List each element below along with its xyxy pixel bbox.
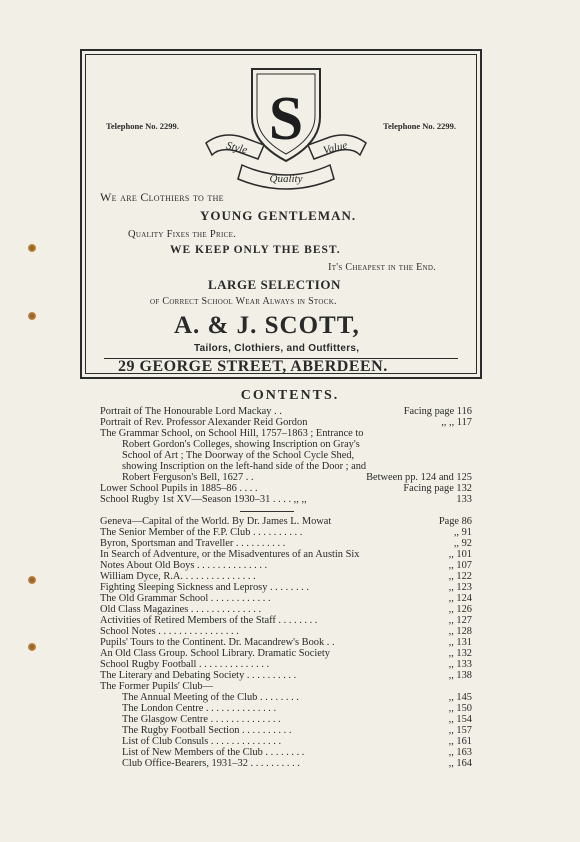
advertisement-box	[80, 49, 482, 379]
contents-entry	[100, 758, 472, 769]
ribbon-value: Value	[321, 139, 349, 157]
contents-entry-page: Between pp. 124 and 125	[366, 472, 472, 483]
contents-entry-page: Facing page 116	[403, 406, 472, 417]
contents-entry	[100, 681, 472, 692]
ad-quality-line: Quality Fixes the Price.	[128, 229, 237, 240]
binding-hole	[28, 643, 36, 651]
contents-entry-page: ,, 154	[448, 714, 472, 725]
contents-entry-page: ,, 145	[448, 692, 472, 703]
contents-entry	[100, 450, 472, 461]
contents-entry-page: ,, 161	[448, 736, 472, 747]
contents-entry-page: 133	[456, 494, 472, 505]
contents-entry	[100, 648, 472, 659]
contents-entry	[100, 571, 472, 582]
contents-entry	[100, 439, 472, 450]
contents-entry	[100, 582, 472, 593]
contents-entry-title: The Grammar School, on School Hill, 1757–1863 ; Entrance to	[100, 428, 364, 439]
contents-title: CONTENTS.	[240, 388, 340, 403]
contents-entry-title: Robert Ferguson's Bell, 1627 . .	[122, 472, 254, 483]
ad-large-selection: LARGE SELECTION	[208, 277, 341, 292]
contents-entry-title: Notes About Old Boys . . . . . . . . . . . . . .	[100, 560, 268, 571]
contents-entry-title: The Glasgow Centre . . . . . . . . . . . . . .	[122, 714, 281, 725]
contents-entry	[100, 604, 472, 615]
style-value-quality-logo	[202, 65, 370, 190]
contents-entry-title: The Literary and Debating Society . . . . . . . . . .	[100, 670, 297, 681]
contents-entry-title: Robert Gordon's Colleges, showing Inscription on Gray's	[122, 439, 360, 450]
contents-entry-title: Club Office-Bearers, 1931–32 . . . . . . . . . .	[122, 758, 300, 769]
contents-entry	[100, 461, 472, 472]
contents-entry	[100, 494, 472, 505]
contents-entry-page: ,, 92	[453, 538, 472, 549]
contents-entry-title: The Old Grammar School . . . . . . . . . . . .	[100, 593, 271, 604]
contents-entry-page: ,, ,, 117	[441, 417, 472, 428]
contents-entry-page: ,, 132	[448, 648, 472, 659]
ad-school-wear-line: of Correct School Wear Always in Stock.	[150, 296, 337, 307]
contents-entry-page: Page 86	[438, 516, 472, 527]
contents-entry-page: ,, 163	[448, 747, 472, 758]
ribbon-style: Style	[224, 139, 249, 157]
contents-entry-title: The Former Pupils' Club—	[100, 681, 213, 692]
contents-entry-title: The Rugby Football Section . . . . . . . . . .	[122, 725, 292, 736]
contents-entry-title: Portrait of The Honourable Lord Mackay . .	[100, 406, 282, 417]
contents-entry	[100, 659, 472, 670]
contents-entry-title: Lower School Pupils in 1885–86 . . . .	[100, 483, 258, 494]
contents-entry-title: List of New Members of the Club . . . . . . . .	[122, 747, 305, 758]
binding-hole	[28, 244, 36, 252]
contents-plates-list	[100, 406, 472, 505]
contents-entry-title: School Notes . . . . . . . . . . . . . . . .	[100, 626, 239, 637]
ad-young-gentleman: YOUNG GENTLEMAN.	[200, 208, 357, 223]
contents-entry-title: Old Class Magazines . . . . . . . . . . . . . .	[100, 604, 262, 615]
contents-entry	[100, 483, 472, 494]
contents-entry-page: ,, 126	[448, 604, 472, 615]
ad-cheapest-line: It's Cheapest in the End.	[328, 262, 436, 273]
logo-letter: S	[268, 85, 304, 153]
contents-entry-title: School of Art ; The Doorway of the School Cycle Shed,	[122, 450, 355, 461]
contents-entry-page: ,, 133	[448, 659, 472, 670]
contents-divider	[240, 511, 294, 512]
contents-entry-title: Pupils' Tours to the Continent. Dr. Macandrew's Book . .	[100, 637, 335, 648]
contents-entry-page: ,, 164	[448, 758, 472, 769]
contents-entry	[100, 516, 472, 527]
contents-entry	[100, 549, 472, 560]
contents-entry-title: List of Club Consuls . . . . . . . . . . . . . .	[122, 736, 282, 747]
contents-entry-page: ,, 128	[448, 626, 472, 637]
contents-entry	[100, 527, 472, 538]
contents-entry-page: ,, 157	[448, 725, 472, 736]
contents-entry-title: School Rugby Football . . . . . . . . . . . . . .	[100, 659, 270, 670]
contents-entry	[100, 736, 472, 747]
contents-entry-title: In Search of Adventure, or the Misadventures of an Austin Six	[100, 549, 360, 560]
telephone-right: Telephone No. 2299.	[383, 121, 456, 131]
contents-entry-page: ,, 107	[448, 560, 472, 571]
telephone-left: Telephone No. 2299.	[106, 121, 179, 131]
contents-entry	[100, 406, 472, 417]
contents-entry-title: The London Centre . . . . . . . . . . . . . .	[122, 703, 277, 714]
binding-hole	[28, 312, 36, 320]
contents-entry-title: showing Inscription on the left-hand side of the Door ; and	[122, 461, 367, 472]
ribbon-quality: Quality	[269, 173, 303, 185]
contents-entry	[100, 417, 472, 428]
contents-entry	[100, 725, 472, 736]
contents-entry-page: ,, 123	[448, 582, 472, 593]
contents-entry	[100, 747, 472, 758]
contents-entry-page: ,, 131	[448, 637, 472, 648]
contents-articles-list	[100, 516, 472, 769]
contents-entry	[100, 593, 472, 604]
contents-entry	[100, 626, 472, 637]
contents-entry-title: Fighting Sleeping Sickness and Leprosy . . . . . . . .	[100, 582, 309, 593]
contents-entry-page: Facing page 132	[403, 483, 472, 494]
ad-address: 29 GEORGE STREET, ABERDEEN.	[118, 358, 388, 375]
contents-entry-title: Byron, Sportsman and Traveller . . . . . . . . . .	[100, 538, 286, 549]
contents-entry-title: The Annual Meeting of the Club . . . . . . . .	[122, 692, 299, 703]
contents-entry	[100, 692, 472, 703]
contents-entry-title: The Senior Member of the F.P. Club . . . . . . . . . .	[100, 527, 303, 538]
contents-entry-title: School Rugby 1st XV—Season 1930–31 . . . . ,, ,,	[100, 494, 307, 505]
contents-entry	[100, 703, 472, 714]
contents-entry	[100, 428, 472, 439]
contents-entry-title: Geneva—Capital of the World. By Dr. James L. Mowat	[100, 516, 332, 527]
contents-entry-page: ,, 91	[453, 527, 472, 538]
ad-clothiers-line: We are Clothiers to the	[100, 190, 224, 204]
contents-entry	[100, 560, 472, 571]
contents-entry-page: ,, 150	[448, 703, 472, 714]
ad-tailors-line: Tailors, Clothiers, and Outfitters,	[194, 343, 360, 354]
contents-entry	[100, 615, 472, 626]
contents-entry-page: ,, 127	[448, 615, 472, 626]
contents-entry-page: ,, 124	[448, 593, 472, 604]
contents-entry-page: ,, 122	[448, 571, 472, 582]
contents-entry-title: Portrait of Rev. Professor Alexander Reid Gordon	[100, 417, 308, 428]
ad-company-name: A. & J. SCOTT,	[174, 312, 360, 339]
contents-entry	[100, 637, 472, 648]
contents-entry-title: William Dyce, R.A. . . . . . . . . . . . . . .	[100, 571, 256, 582]
contents-entry-title: An Old Class Group. School Library. Dramatic Society	[100, 648, 330, 659]
contents-entry-page: ,, 101	[448, 549, 472, 560]
contents-entry-page: ,, 138	[448, 670, 472, 681]
binding-hole	[28, 576, 36, 584]
contents-entry	[100, 538, 472, 549]
contents-entry	[100, 472, 472, 483]
ad-keep-best: WE KEEP ONLY THE BEST.	[170, 244, 341, 256]
contents-entry	[100, 670, 472, 681]
contents-entry	[100, 714, 472, 725]
contents-entry-title: Activities of Retired Members of the Staff . . . . . . . .	[100, 615, 318, 626]
advertisement-inner-border	[85, 54, 477, 374]
